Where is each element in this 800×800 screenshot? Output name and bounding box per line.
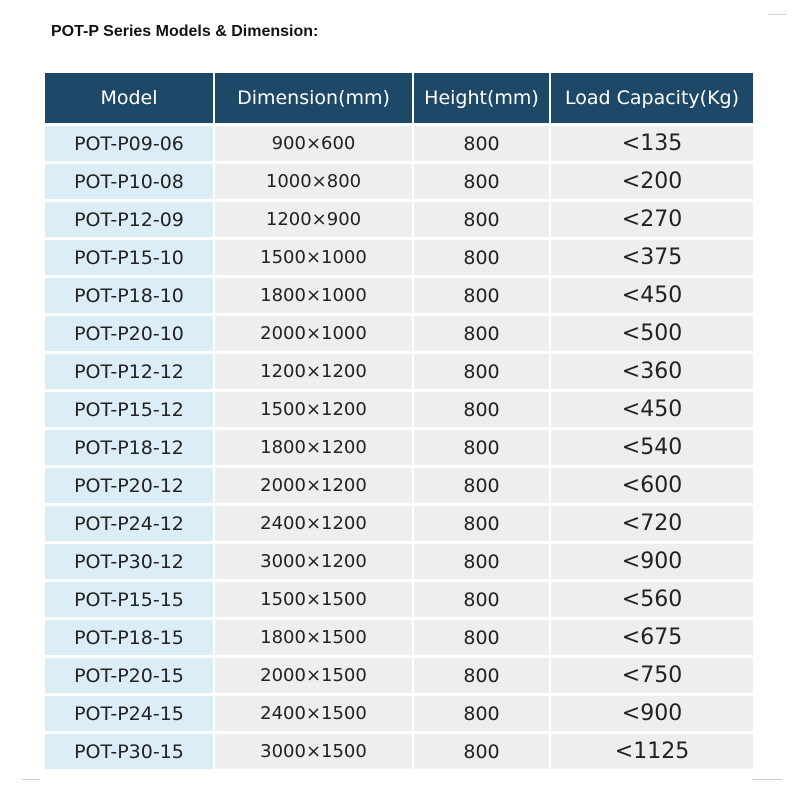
cell-dimension: 1800×1500 [215, 620, 414, 658]
cell-height: 800 [414, 658, 551, 696]
table-row [45, 734, 753, 772]
cell-load-capacity: <270 [551, 202, 753, 240]
table-row [45, 316, 753, 354]
header-dimension: Dimension(mm) [215, 73, 414, 126]
cell-dimension: 1200×1200 [215, 354, 414, 392]
cell-dimension: 2400×1500 [215, 696, 414, 734]
cell-height: 800 [414, 430, 551, 468]
cell-model: POT-P15-15 [45, 582, 215, 620]
cell-dimension: 1000×800 [215, 164, 414, 202]
cell-model: POT-P24-12 [45, 506, 215, 544]
cell-load-capacity: <675 [551, 620, 753, 658]
cell-height: 800 [414, 278, 551, 316]
cell-dimension: 2400×1200 [215, 506, 414, 544]
cell-model: POT-P09-06 [45, 126, 215, 164]
table-row [45, 392, 753, 430]
table-row [45, 164, 753, 202]
cell-model: POT-P20-10 [45, 316, 215, 354]
cell-dimension: 1800×1000 [215, 278, 414, 316]
table-row [45, 658, 753, 696]
cell-height: 800 [414, 126, 551, 164]
cell-dimension: 1200×900 [215, 202, 414, 240]
cell-load-capacity: <1125 [551, 734, 753, 772]
table-row [45, 620, 753, 658]
cell-height: 800 [414, 354, 551, 392]
table-row [45, 582, 753, 620]
corner-mark-top-right [768, 14, 786, 15]
corner-mark-bottom-left [22, 779, 40, 780]
cell-load-capacity: <540 [551, 430, 753, 468]
table-row [45, 278, 753, 316]
cell-load-capacity: <375 [551, 240, 753, 278]
cell-load-capacity: <720 [551, 506, 753, 544]
cell-load-capacity: <750 [551, 658, 753, 696]
cell-height: 800 [414, 620, 551, 658]
cell-load-capacity: <900 [551, 696, 753, 734]
cell-height: 800 [414, 734, 551, 772]
cell-model: POT-P24-15 [45, 696, 215, 734]
cell-height: 800 [414, 544, 551, 582]
table-row [45, 506, 753, 544]
cell-dimension: 1800×1200 [215, 430, 414, 468]
cell-height: 800 [414, 164, 551, 202]
table-row [45, 126, 753, 164]
cell-height: 800 [414, 316, 551, 354]
cell-height: 800 [414, 240, 551, 278]
models-dimension-table [45, 73, 753, 772]
cell-dimension: 900×600 [215, 126, 414, 164]
cell-model: POT-P18-15 [45, 620, 215, 658]
cell-dimension: 3000×1500 [215, 734, 414, 772]
cell-model: POT-P18-10 [45, 278, 215, 316]
cell-dimension: 2000×1000 [215, 316, 414, 354]
table-header-row [45, 73, 753, 126]
table-row [45, 468, 753, 506]
table-body [45, 126, 753, 772]
cell-model: POT-P12-12 [45, 354, 215, 392]
cell-load-capacity: <360 [551, 354, 753, 392]
cell-load-capacity: <450 [551, 278, 753, 316]
cell-model: POT-P15-10 [45, 240, 215, 278]
cell-load-capacity: <500 [551, 316, 753, 354]
cell-dimension: 2000×1200 [215, 468, 414, 506]
cell-model: POT-P15-12 [45, 392, 215, 430]
cell-model: POT-P30-12 [45, 544, 215, 582]
cell-load-capacity: <200 [551, 164, 753, 202]
header-load-capacity: Load Capacity(Kg) [551, 73, 753, 126]
cell-height: 800 [414, 696, 551, 734]
corner-mark-bottom-right [752, 779, 782, 780]
cell-height: 800 [414, 506, 551, 544]
table-row [45, 354, 753, 392]
cell-height: 800 [414, 468, 551, 506]
cell-height: 800 [414, 582, 551, 620]
cell-dimension: 1500×1500 [215, 582, 414, 620]
header-model: Model [45, 73, 215, 126]
table-row [45, 544, 753, 582]
table-row [45, 240, 753, 278]
cell-dimension: 2000×1500 [215, 658, 414, 696]
page-title: POT-P Series Models & Dimension: [51, 23, 319, 40]
cell-height: 800 [414, 202, 551, 240]
table-row [45, 696, 753, 734]
cell-model: POT-P30-15 [45, 734, 215, 772]
cell-dimension: 1500×1200 [215, 392, 414, 430]
table-row [45, 202, 753, 240]
cell-load-capacity: <560 [551, 582, 753, 620]
cell-load-capacity: <135 [551, 126, 753, 164]
cell-model: POT-P10-08 [45, 164, 215, 202]
cell-model: POT-P20-15 [45, 658, 215, 696]
cell-model: POT-P20-12 [45, 468, 215, 506]
table-row [45, 430, 753, 468]
cell-model: POT-P12-09 [45, 202, 215, 240]
header-height: Height(mm) [414, 73, 551, 126]
cell-load-capacity: <900 [551, 544, 753, 582]
cell-load-capacity: <450 [551, 392, 753, 430]
cell-model: POT-P18-12 [45, 430, 215, 468]
cell-height: 800 [414, 392, 551, 430]
cell-dimension: 3000×1200 [215, 544, 414, 582]
cell-load-capacity: <600 [551, 468, 753, 506]
cell-dimension: 1500×1000 [215, 240, 414, 278]
